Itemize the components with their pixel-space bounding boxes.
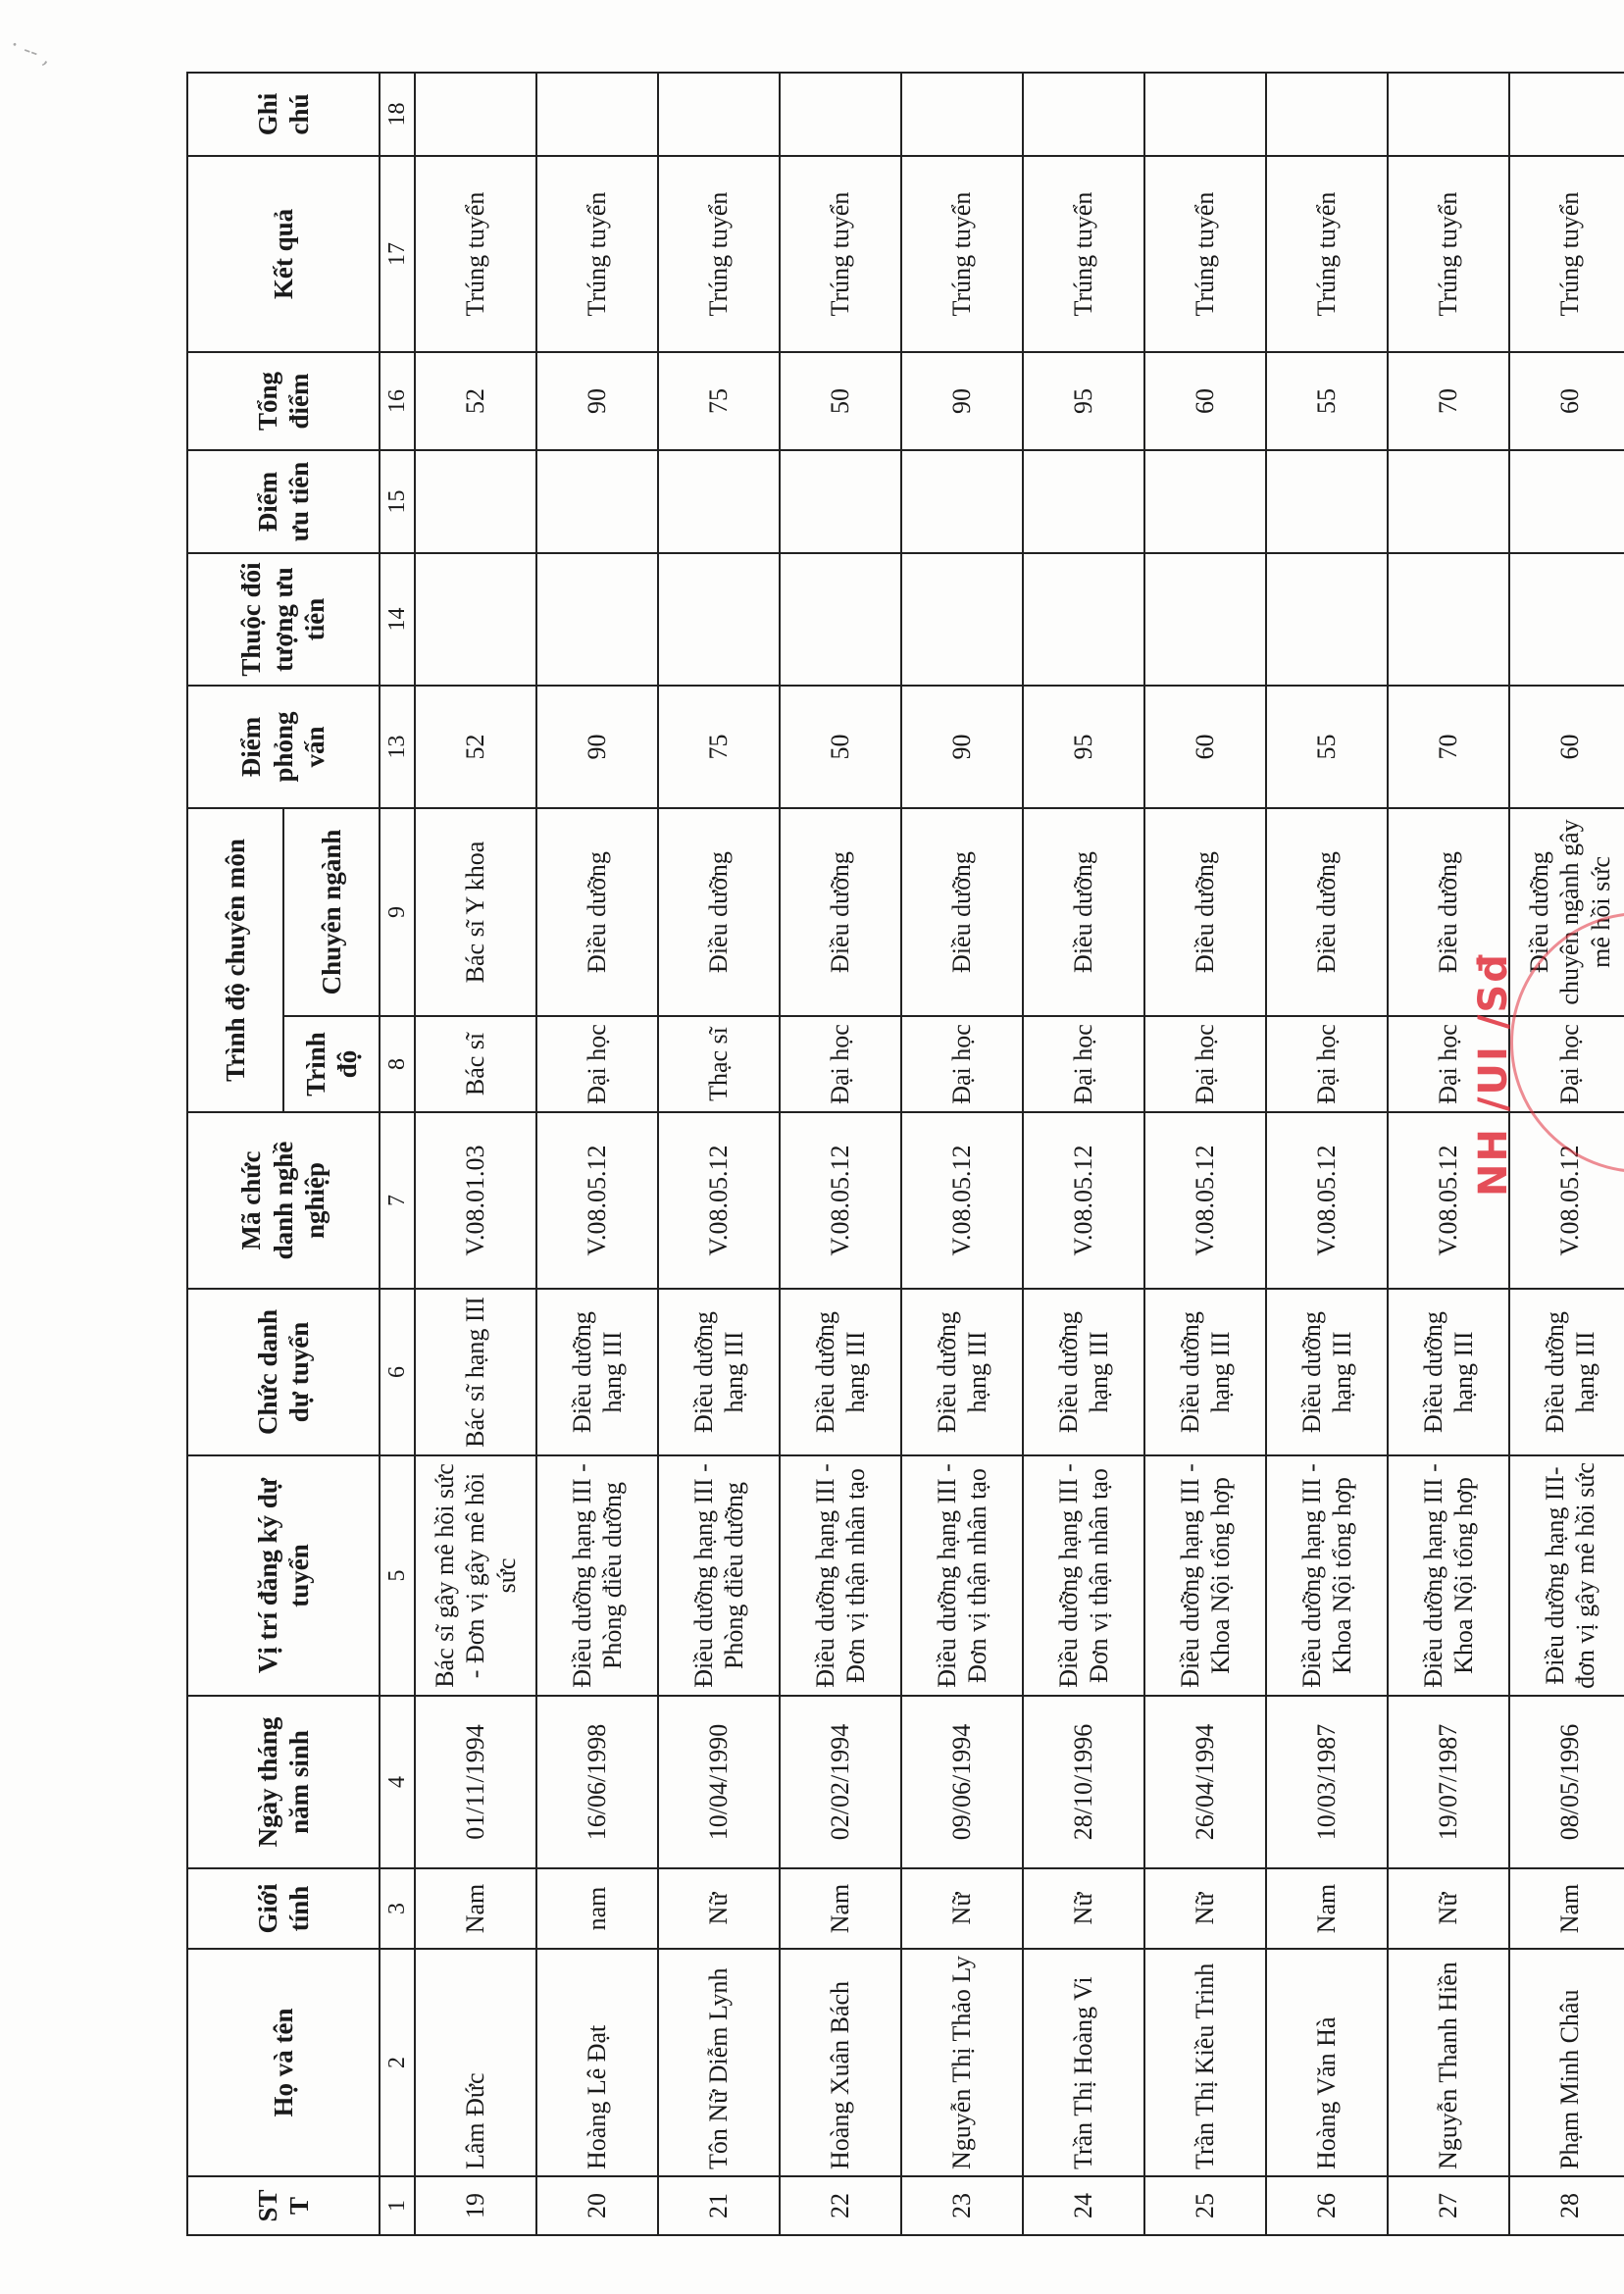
position-cell: Điều dưỡng hạng III - Phòng điều dưỡng [658, 1455, 780, 1696]
level-cell: Đại học [1144, 1016, 1266, 1112]
name-cell: Tôn Nữ Diễm Lynh [658, 1949, 780, 2176]
major-cell: Điều dưỡng [1144, 808, 1266, 1016]
priority-score-cell [1023, 450, 1144, 553]
stt-cell: 20 [536, 2176, 658, 2235]
total-score-cell: 95 [1023, 352, 1144, 450]
total-score-cell: 75 [658, 352, 780, 450]
level-cell: Đại học [901, 1016, 1023, 1112]
major-cell: Điều dưỡng [1266, 808, 1388, 1016]
major-cell: Điều dưỡng [1023, 808, 1144, 1016]
code-cell: V.08.05.12 [780, 1112, 901, 1289]
result-cell: Trúng tuyển [1023, 156, 1144, 352]
major-cell: Điều dưỡng [658, 808, 780, 1016]
interview-score-cell: 75 [658, 686, 780, 808]
dob-cell: 10/04/1990 [658, 1696, 780, 1868]
header-level: Trình độ [283, 1016, 380, 1112]
name-cell: Hoàng Xuân Bách [780, 1949, 901, 2176]
dob-cell: 10/03/1987 [1266, 1696, 1388, 1868]
level-cell: Bác sĩ [415, 1016, 536, 1112]
header-title: Chức danh dự tuyển [187, 1289, 380, 1455]
code-cell: V.08.05.12 [1266, 1112, 1388, 1289]
level-cell: Đại học [536, 1016, 658, 1112]
major-cell: Bác sĩ Y khoa [415, 808, 536, 1016]
dob-cell: 28/10/1996 [1023, 1696, 1144, 1868]
name-cell: Hoàng Văn Hà [1266, 1949, 1388, 2176]
note-cell [1144, 73, 1266, 156]
note-cell [1266, 73, 1388, 156]
note-cell [780, 73, 901, 156]
header-interview: Điểm phỏng vấn [187, 686, 380, 808]
column-number-row [380, 73, 415, 2235]
position-cell: Điều dưỡng hạng III - Đơn vị thận nhân tạo [1023, 1455, 1144, 1696]
priority-score-cell [901, 450, 1023, 553]
table-row [780, 73, 901, 2235]
position-cell: Điều dưỡng hạng III - Khoa Nội tổng hợp [1388, 1455, 1509, 1696]
result-cell: Trúng tuyển [1388, 156, 1509, 352]
interview-score-cell: 52 [415, 686, 536, 808]
column-number: 4 [380, 1696, 415, 1868]
stamp-text: NH /UI /Sđ [1471, 952, 1516, 1197]
result-cell: Trúng tuyển [536, 156, 658, 352]
dob-cell: 08/05/1996 [1509, 1696, 1624, 1868]
title-cell: Điều dưỡng hạng III [1144, 1289, 1266, 1455]
priority-score-cell [1144, 450, 1266, 553]
column-number: 8 [380, 1016, 415, 1112]
priority-group-cell [1266, 553, 1388, 686]
level-cell: Đại học [1023, 1016, 1144, 1112]
result-cell: Trúng tuyển [1266, 156, 1388, 352]
result-cell: Trúng tuyển [901, 156, 1023, 352]
table-row [1023, 73, 1144, 2235]
stt-cell: 22 [780, 2176, 901, 2235]
table-body [415, 73, 1624, 2235]
total-score-cell: 52 [415, 352, 536, 450]
stt-cell: 26 [1266, 2176, 1388, 2235]
code-cell: V.08.05.12 [1144, 1112, 1266, 1289]
title-cell: Điều dưỡng hạng III [1509, 1289, 1624, 1455]
priority-score-cell [658, 450, 780, 553]
header-gender: Giới tính [187, 1868, 380, 1949]
title-cell: Điều dưỡng hạng III [1388, 1289, 1509, 1455]
title-cell: Điều dưỡng hạng III [536, 1289, 658, 1455]
priority-score-cell [536, 450, 658, 553]
table-row [901, 73, 1023, 2235]
header-qualification: Trình độ chuyên môn [187, 808, 283, 1112]
gender-cell: Nữ [1388, 1868, 1509, 1949]
priority-group-cell [1388, 553, 1509, 686]
title-cell: Điều dưỡng hạng III [780, 1289, 901, 1455]
title-cell: Điều dưỡng hạng III [901, 1289, 1023, 1455]
gender-cell: nam [536, 1868, 658, 1949]
gender-cell: Nữ [1023, 1868, 1144, 1949]
priority-group-cell [1144, 553, 1266, 686]
column-number: 16 [380, 352, 415, 450]
level-cell: Thạc sĩ [658, 1016, 780, 1112]
rotated-table-wrapper [186, 74, 1615, 2236]
column-number: 5 [380, 1455, 415, 1696]
title-cell: Điều dưỡng hạng III [1266, 1289, 1388, 1455]
stt-cell: 21 [658, 2176, 780, 2235]
priority-score-cell [780, 450, 901, 553]
column-number: 18 [380, 73, 415, 156]
position-cell: Điều dưỡng hạng III - Khoa Nội tổng hợp [1144, 1455, 1266, 1696]
code-cell: V.08.05.12 [1023, 1112, 1144, 1289]
column-number: 2 [380, 1949, 415, 2176]
gender-cell: Nữ [1144, 1868, 1266, 1949]
name-cell: Nguyễn Thị Thảo Ly [901, 1949, 1023, 2176]
level-cell: Đại học [1388, 1016, 1509, 1112]
table-row [1266, 73, 1388, 2235]
column-number: 3 [380, 1868, 415, 1949]
stt-cell: 25 [1144, 2176, 1266, 2235]
note-cell [901, 73, 1023, 156]
code-cell: V.08.05.12 [658, 1112, 780, 1289]
header-result: Kết quả [187, 156, 380, 352]
result-cell: Trúng tuyển [1144, 156, 1266, 352]
priority-group-cell [658, 553, 780, 686]
header-stt: ST T [187, 2176, 380, 2235]
gender-cell: Nam [1266, 1868, 1388, 1949]
name-cell: Hoàng Lê Đạt [536, 1949, 658, 2176]
major-cell: Điều dưỡng [1388, 808, 1509, 1016]
header-priority-group: Thuộc đối tượng ưu tiên [187, 553, 380, 686]
column-number: 13 [380, 686, 415, 808]
code-cell: V.08.05.12 [1509, 1112, 1624, 1289]
interview-score-cell: 90 [536, 686, 658, 808]
code-cell: V.08.05.12 [1388, 1112, 1509, 1289]
dob-cell: 16/06/1998 [536, 1696, 658, 1868]
dob-cell: 02/02/1994 [780, 1696, 901, 1868]
note-cell [1023, 73, 1144, 156]
stt-cell: 23 [901, 2176, 1023, 2235]
note-cell [536, 73, 658, 156]
major-cell: Điều dưỡng [536, 808, 658, 1016]
gender-cell: Nam [780, 1868, 901, 1949]
column-number: 14 [380, 553, 415, 686]
scan-mark: · -- , [7, 32, 55, 71]
total-score-cell: 60 [1144, 352, 1266, 450]
priority-score-cell [415, 450, 536, 553]
title-cell: Điều dưỡng hạng III [658, 1289, 780, 1455]
dob-cell: 19/07/1987 [1388, 1696, 1509, 1868]
header-position: Vị trí đăng ký dự tuyển [187, 1455, 380, 1696]
gender-cell: Nam [415, 1868, 536, 1949]
table-row [415, 73, 536, 2235]
header-note: Ghi chú [187, 73, 380, 156]
header-code: Mã chức danh nghề nghiệp [187, 1112, 380, 1289]
priority-score-cell [1266, 450, 1388, 553]
result-cell: Trúng tuyển [415, 156, 536, 352]
interview-score-cell: 60 [1144, 686, 1266, 808]
header-dob: Ngày tháng năm sinh [187, 1696, 380, 1868]
priority-group-cell [536, 553, 658, 686]
red-stamp-fragment [1471, 902, 1618, 1197]
priority-group-cell [901, 553, 1023, 686]
header-total: Tổng điểm [187, 352, 380, 450]
title-cell: Bác sĩ hạng III [415, 1289, 536, 1455]
note-cell [1509, 73, 1624, 156]
code-cell: V.08.05.12 [901, 1112, 1023, 1289]
priority-score-cell [1388, 450, 1509, 553]
table-row [536, 73, 658, 2235]
interview-score-cell: 60 [1509, 686, 1624, 808]
total-score-cell: 50 [780, 352, 901, 450]
result-cell: Trúng tuyển [658, 156, 780, 352]
header-row-1 [187, 73, 283, 2235]
column-number: 6 [380, 1289, 415, 1455]
title-cell: Điều dưỡng hạng III [1023, 1289, 1144, 1455]
interview-score-cell: 70 [1388, 686, 1509, 808]
results-table [186, 72, 1624, 2236]
priority-group-cell [415, 553, 536, 686]
priority-group-cell [780, 553, 901, 686]
column-number: 7 [380, 1112, 415, 1289]
priority-score-cell [1509, 450, 1624, 553]
note-cell [658, 73, 780, 156]
interview-score-cell: 50 [780, 686, 901, 808]
priority-group-cell [1509, 553, 1624, 686]
column-number: 1 [380, 2176, 415, 2235]
gender-cell: Nữ [658, 1868, 780, 1949]
table-row [658, 73, 780, 2235]
major-cell: Điều dưỡng chuyên ngành gây mê hồi sức [1509, 808, 1624, 1016]
major-cell: Điều dưỡng [780, 808, 901, 1016]
gender-cell: Nam [1509, 1868, 1624, 1949]
name-cell: Lâm Đức [415, 1949, 536, 2176]
dob-cell: 26/04/1994 [1144, 1696, 1266, 1868]
level-cell: Đại học [1509, 1016, 1624, 1112]
note-cell [1388, 73, 1509, 156]
header-major: Chuyên ngành [283, 808, 380, 1016]
priority-group-cell [1023, 553, 1144, 686]
stt-cell: 19 [415, 2176, 536, 2235]
interview-score-cell: 95 [1023, 686, 1144, 808]
name-cell: Trần Thị Hoàng Vi [1023, 1949, 1144, 2176]
total-score-cell: 60 [1509, 352, 1624, 450]
code-cell: V.08.01.03 [415, 1112, 536, 1289]
total-score-cell: 70 [1388, 352, 1509, 450]
column-number: 15 [380, 450, 415, 553]
level-cell: Đại học [1266, 1016, 1388, 1112]
header-priority-score: Điểm ưu tiên [187, 450, 380, 553]
total-score-cell: 90 [536, 352, 658, 450]
level-cell: Đại học [780, 1016, 901, 1112]
interview-score-cell: 90 [901, 686, 1023, 808]
stt-cell: 24 [1023, 2176, 1144, 2235]
result-cell: Trúng tuyển [780, 156, 901, 352]
table-row [1144, 73, 1266, 2235]
name-cell: Trần Thị Kiều Trinh [1144, 1949, 1266, 2176]
dob-cell: 09/06/1994 [901, 1696, 1023, 1868]
note-cell [415, 73, 536, 156]
position-cell: Điều dưỡng hạng III - Khoa Nội tổng hợp [1266, 1455, 1388, 1696]
stt-cell: 28 [1509, 2176, 1624, 2235]
gender-cell: Nữ [901, 1868, 1023, 1949]
interview-score-cell: 55 [1266, 686, 1388, 808]
result-cell: Trúng tuyển [1509, 156, 1624, 352]
position-cell: Bác sĩ gây mê hồi sức - Đơn vị gây mê hồi sức [415, 1455, 536, 1696]
dob-cell: 01/11/1994 [415, 1696, 536, 1868]
column-number: 17 [380, 156, 415, 352]
position-cell: Điều dưỡng hạng III - Đơn vị thận nhân tạo [780, 1455, 901, 1696]
total-score-cell: 55 [1266, 352, 1388, 450]
position-cell: Điều dưỡng hạng III- đơn vị gây mê hồi sức [1509, 1455, 1624, 1696]
code-cell: V.08.05.12 [536, 1112, 658, 1289]
major-cell: Điều dưỡng [901, 808, 1023, 1016]
header-name: Họ và tên [187, 1949, 380, 2176]
position-cell: Điều dưỡng hạng III - Đơn vị thận nhân tạo [901, 1455, 1023, 1696]
stt-cell: 27 [1388, 2176, 1509, 2235]
total-score-cell: 90 [901, 352, 1023, 450]
position-cell: Điều dưỡng hạng III - Phòng điều dưỡng [536, 1455, 658, 1696]
name-cell: Phạm Minh Châu [1509, 1949, 1624, 2176]
name-cell: Nguyễn Thanh Hiền [1388, 1949, 1509, 2176]
column-number: 9 [380, 808, 415, 1016]
